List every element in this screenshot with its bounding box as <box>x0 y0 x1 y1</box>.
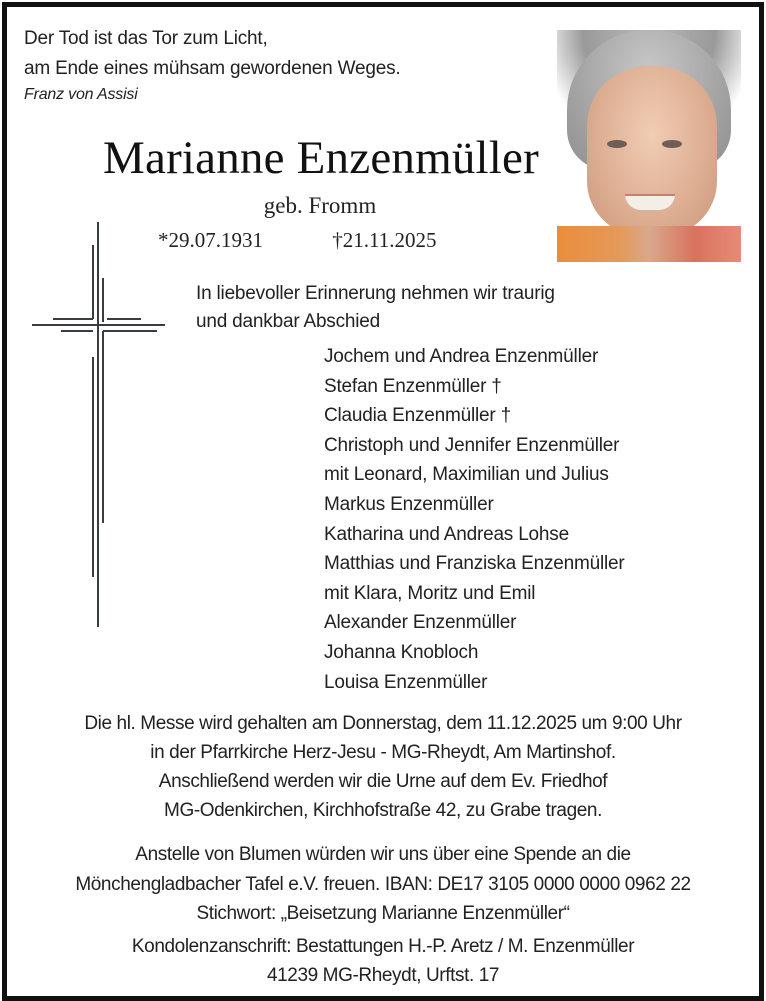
photo-face <box>587 66 717 236</box>
donation-keyword: Stichwort: „Beisetzung Marianne Enzenmüller“ <box>196 903 570 924</box>
mass-line: in der Pfarrkirche Herz-Jesu - MG-Rheydt, Am Martinshof. <box>150 742 616 763</box>
family-member: Johanna Knobloch <box>324 641 479 663</box>
cross-icon <box>30 220 170 630</box>
quote-line: am Ende eines mühsam gewordenen Weges. <box>24 58 401 79</box>
family-member: Claudia Enzenmüller † <box>324 405 511 427</box>
mass-line: Anschließend werden wir die Urne auf dem Ev. Friedhof <box>158 771 608 792</box>
photo-eye <box>662 140 682 148</box>
family-member: mit Klara, Moritz und Emil <box>324 582 536 604</box>
family-list <box>324 342 625 697</box>
family-member: Katharina und Andreas Lohse <box>324 523 569 545</box>
family-member: Markus Enzenmüller <box>324 493 494 515</box>
birth-date: *29.07.1931 <box>158 228 263 252</box>
maiden-name: geb. Fromm <box>263 193 377 218</box>
intro-line: und dankbar Abschied <box>196 311 381 332</box>
condolence-line: Kondolenzanschrift: Bestattungen H.-P. Aretz / M. Enzenmüller <box>131 935 635 957</box>
photo-eye <box>607 140 627 148</box>
intro-line: In liebevoller Erinnerung nehmen wir traurig <box>196 283 555 304</box>
quote-block <box>24 24 401 106</box>
family-member: Matthias und Franziska Enzenmüller <box>324 553 625 575</box>
portrait-photo <box>557 30 741 262</box>
farewell-intro <box>196 280 555 336</box>
condolence-line: 41239 MG-Rheydt, Urftst. 17 <box>266 965 500 986</box>
family-member: Stefan Enzenmüller † <box>324 375 502 397</box>
donation-info <box>0 840 766 991</box>
family-member: Alexander Enzenmüller <box>324 612 517 634</box>
condolence-address <box>0 932 766 991</box>
family-member: Jochem und Andrea Enzenmüller <box>324 346 599 367</box>
life-dates <box>158 227 436 253</box>
family-member: mit Leonard, Maximilian und Julius <box>324 464 609 486</box>
funeral-mass-info <box>0 709 766 825</box>
quote-line: Der Tod ist das Tor zum Licht, <box>24 28 268 49</box>
donation-line: Mönchengladbacher Tafel e.V. freuen. IBAN: DE17 3105 0000 0000 0962 22 <box>75 873 691 895</box>
quote-author: Franz von Assisi <box>24 86 138 103</box>
photo-shirt <box>557 226 741 262</box>
death-date: †21.11.2025 <box>332 228 437 252</box>
donation-line: Anstelle von Blumen würden wir uns über eine Spende an die <box>135 844 631 865</box>
mass-line: Die hl. Messe wird gehalten am Donnerstag, dem 11.12.2025 um 9:00 Uhr <box>84 713 682 734</box>
family-member: Christoph und Jennifer Enzenmüller <box>324 434 620 456</box>
deceased-name: Marianne Enzenmüller <box>103 132 539 184</box>
mass-line: MG-Odenkirchen, Kirchhofstraße 42, zu Grabe tragen. <box>164 800 602 821</box>
family-member: Louisa Enzenmüller <box>324 671 488 693</box>
